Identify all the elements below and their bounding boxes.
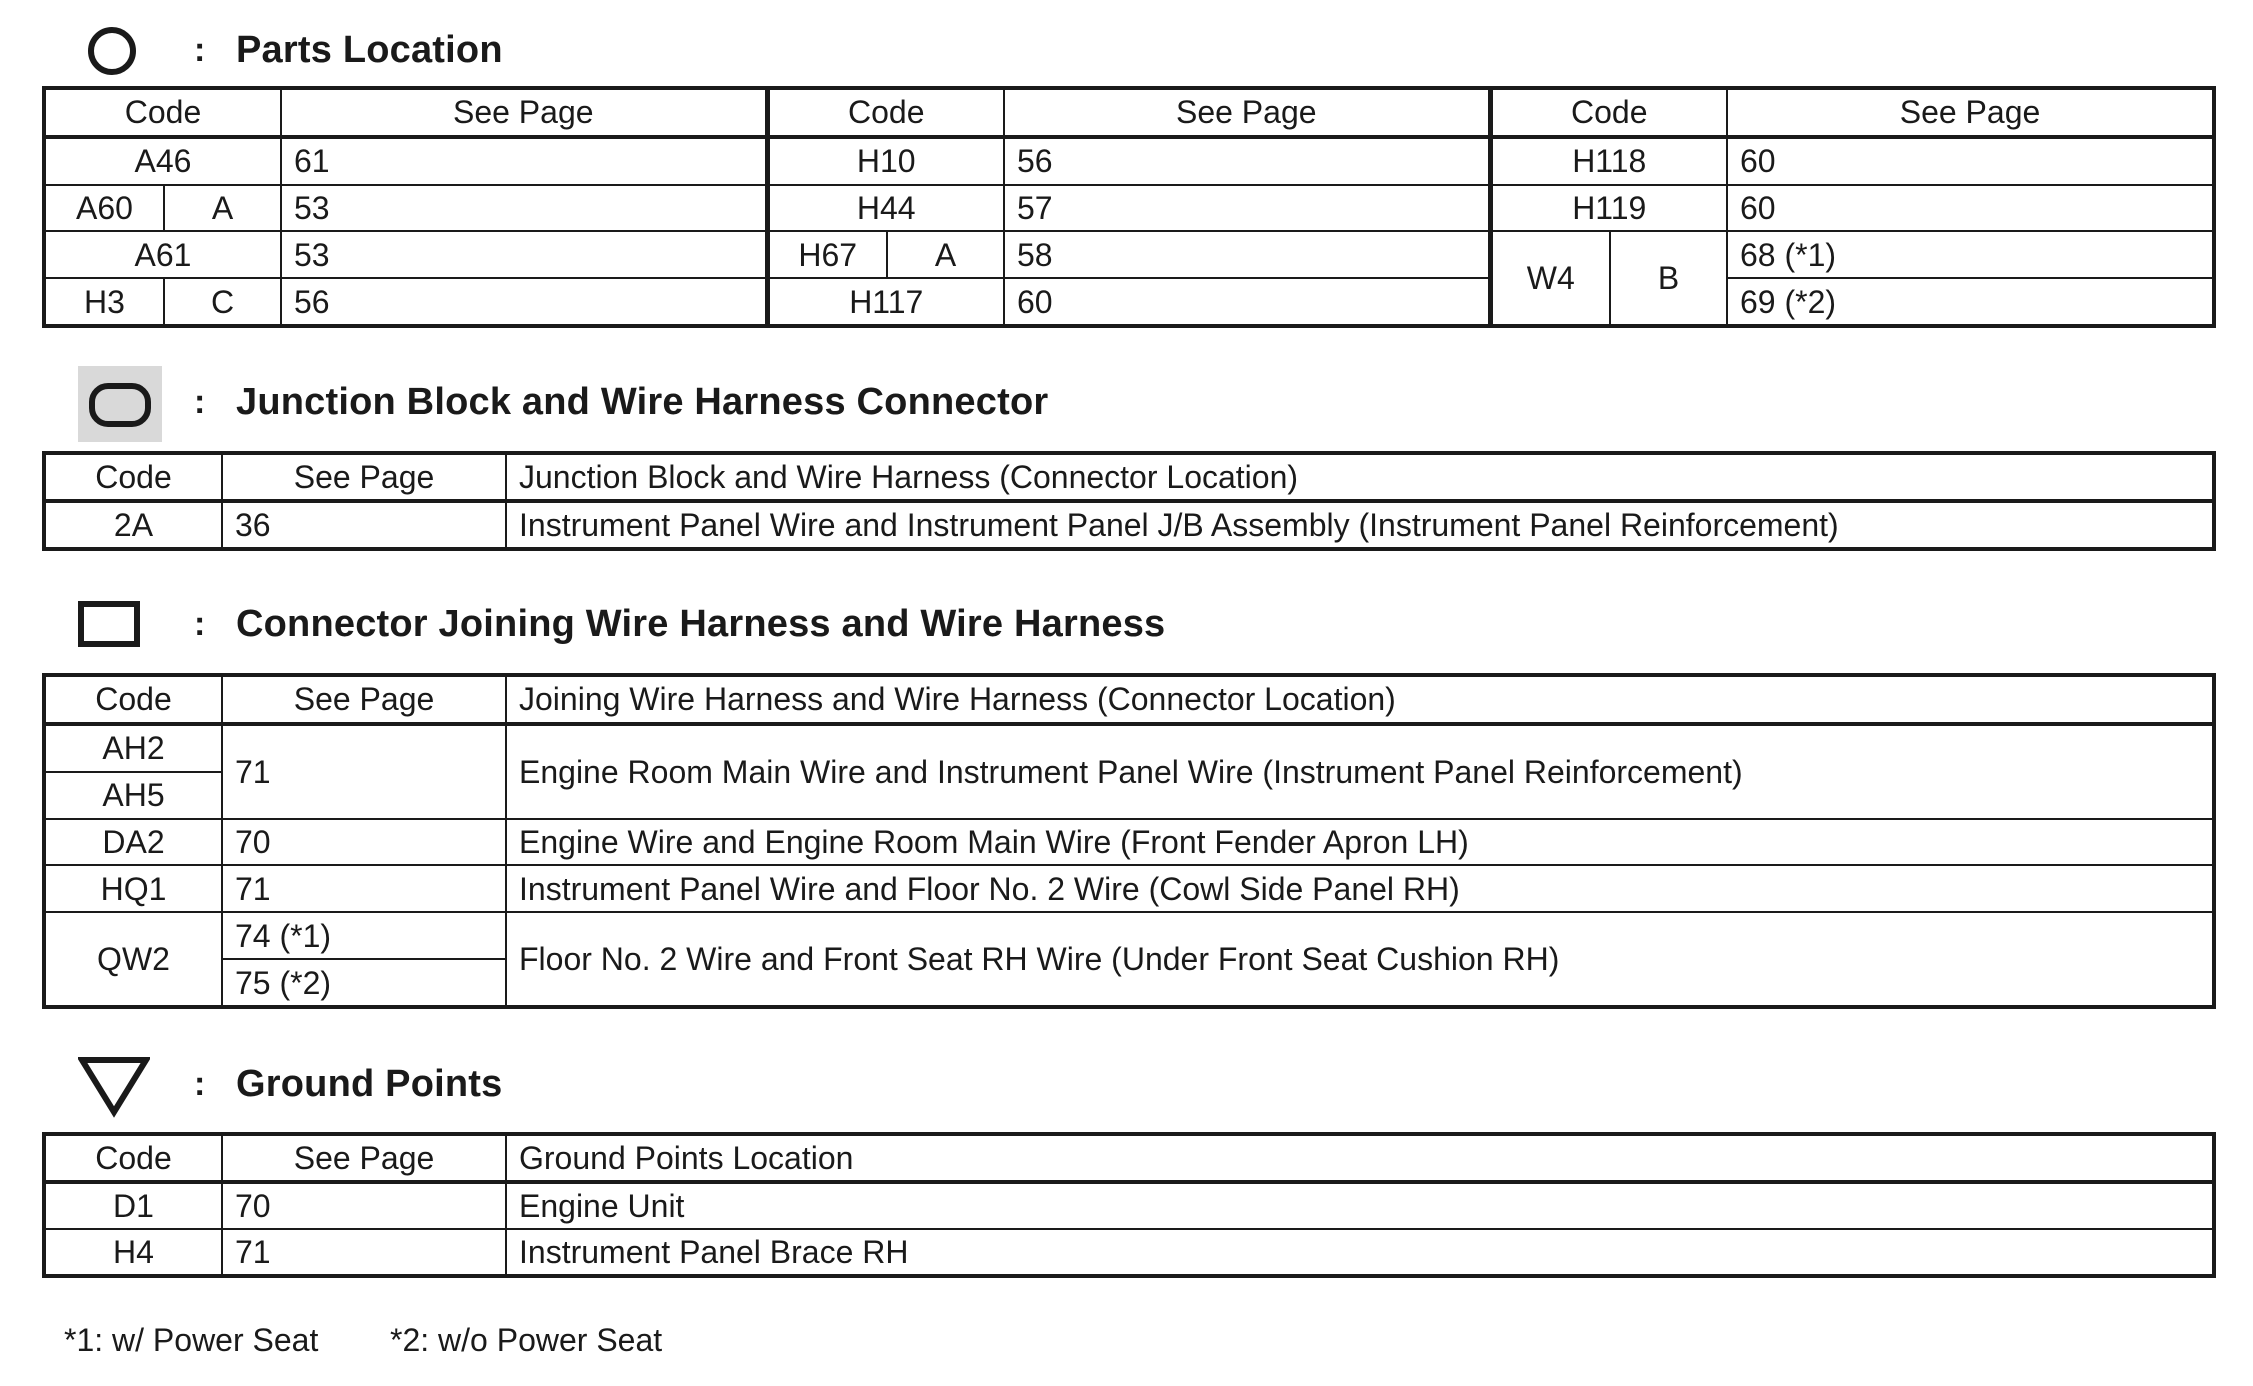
page-cell: 53 [281,185,767,232]
code-cell: HQ1 [44,865,222,912]
table-header-row [44,88,2214,137]
code-cell: D1 [44,1182,222,1229]
table-row [44,231,2214,278]
code-cell: H67 [767,231,887,278]
code-cell: A61 [44,231,281,278]
column-header: Code [1490,88,1727,137]
location-cell: Instrument Panel Brace RH [506,1229,2214,1276]
page-cell: 60 [1727,137,2214,185]
code-cell: QW2 [44,912,222,1007]
circle-icon [78,20,138,80]
table-row [44,1182,2214,1229]
location-cell: Floor No. 2 Wire and Front Seat RH Wire (Under Front Seat Cushion RH) [506,912,2214,1007]
table-header-row [44,675,2214,724]
heading-colon: : [194,31,206,69]
page-cell: 60 [1004,278,1490,326]
code-cell: H118 [1490,137,1727,185]
ground-points-heading [0,1054,1600,1114]
column-header: Junction Block and Wire Harness (Connector Location) [506,453,2214,501]
parts-location-table [42,86,2216,328]
connector-joining-heading [0,594,1600,654]
page-cell: 60 [1727,185,2214,232]
page-cell: 61 [281,137,767,185]
code-cell: H119 [1490,185,1727,232]
column-header: See Page [222,453,506,501]
page-cell: 56 [281,278,767,326]
code-cell: AH2 [44,724,222,772]
column-header: Code [44,88,281,137]
table-row [44,137,2214,185]
code-cell: W4 [1490,231,1610,326]
page-cell: 71 [222,724,506,819]
table-header-row [44,1134,2214,1182]
page-cell: 70 [222,819,506,866]
section-title: Connector Joining Wire Harness and Wire Harness [236,603,1166,645]
junction-block-heading [0,372,1600,432]
rounded-rect-shaded-icon [78,366,162,442]
connector-joining-table [42,673,2216,1009]
table-header-row [44,453,2214,501]
column-header: Ground Points Location [506,1134,2214,1182]
page-cell: 57 [1004,185,1490,232]
code-cell: H4 [44,1229,222,1276]
code-cell: H117 [767,278,1004,326]
code-cell: AH5 [44,772,222,819]
parts-location-heading [0,20,1600,80]
column-header: See Page [1004,88,1490,137]
triangle-down-icon [78,1054,150,1118]
location-cell: Engine Unit [506,1182,2214,1229]
section-title: Ground Points [236,1063,503,1105]
code-cell: A60 [44,185,164,232]
table-row [44,501,2214,549]
heading-colon: : [194,1065,206,1103]
code-sub-cell: A [164,185,281,232]
location-cell: Engine Wire and Engine Room Main Wire (Front Fender Apron LH) [506,819,2214,866]
code-cell: DA2 [44,819,222,866]
table-row [44,865,2214,912]
code-cell: A46 [44,137,281,185]
location-cell: Engine Room Main Wire and Instrument Panel Wire (Instrument Panel Reinforcement) [506,724,2214,819]
table-row [44,724,2214,772]
page-cell: 53 [281,231,767,278]
code-cell: 2A [44,501,222,549]
page-cell: 58 [1004,231,1490,278]
page-cell: 70 [222,1182,506,1229]
page-cell: 71 [222,865,506,912]
column-header: Code [44,453,222,501]
column-header: See Page [222,675,506,724]
table-row [44,278,2214,326]
section-title: Junction Block and Wire Harness Connector [236,381,1049,423]
ground-points-table [42,1132,2216,1278]
code-sub-cell: A [887,231,1004,278]
column-header: Joining Wire Harness and Wire Harness (Connector Location) [506,675,2214,724]
table-row [44,819,2214,866]
heading-colon: : [194,383,206,421]
column-header: See Page [1727,88,2214,137]
code-cell: H44 [767,185,1004,232]
column-header: See Page [281,88,767,137]
junction-block-table [42,451,2216,551]
table-row [44,1229,2214,1276]
column-header: See Page [222,1134,506,1182]
code-sub-cell: C [164,278,281,326]
column-header: Code [767,88,1004,137]
column-header: Code [44,675,222,724]
page-cell: 74 (*1) [222,912,506,959]
page-cell: 68 (*1) [1727,231,2214,278]
table-row [44,185,2214,232]
page-cell: 56 [1004,137,1490,185]
page-cell: 36 [222,501,506,549]
table-row [44,912,2214,959]
code-cell: H10 [767,137,1004,185]
code-sub-cell: B [1610,231,1727,326]
page-cell: 75 (*2) [222,959,506,1007]
column-header: Code [44,1134,222,1182]
location-cell: Instrument Panel Wire and Floor No. 2 Wire (Cowl Side Panel RH) [506,865,2214,912]
location-cell: Instrument Panel Wire and Instrument Panel J/B Assembly (Instrument Panel Reinforcement) [506,501,2214,549]
page-cell: 71 [222,1229,506,1276]
footnote-no-power-seat: *2: w/o Power Seat [390,1322,663,1358]
page-cell: 69 (*2) [1727,278,2214,326]
section-title: Parts Location [236,29,503,71]
footnote-power-seat: *1: w/ Power Seat [64,1322,319,1358]
heading-colon: : [194,605,206,643]
code-cell: H3 [44,278,164,326]
rectangle-icon [78,600,142,652]
